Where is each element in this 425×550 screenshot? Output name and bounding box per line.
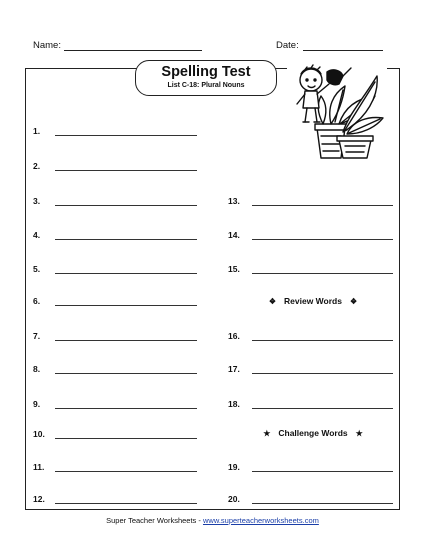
answer-line[interactable] [252,503,393,504]
answer-line[interactable] [252,205,393,206]
date-field[interactable] [303,50,383,51]
item-number: 15. [228,264,240,274]
item-number: 13. [228,196,240,206]
answer-line[interactable] [55,205,197,206]
answer-line[interactable] [55,408,197,409]
answer-line[interactable] [55,503,197,504]
answer-line[interactable] [55,135,197,136]
date-label: Date: [276,40,299,51]
page-title: Spelling Test [161,64,251,80]
answer-line[interactable] [55,340,197,341]
item-number: 14. [228,230,240,240]
diamond-icon: ❖ [349,297,358,306]
footer-text: Super Teacher Worksheets - [106,516,203,525]
answer-line[interactable] [252,239,393,240]
footer [0,516,425,525]
item-number: 8. [33,364,41,374]
answer-line[interactable] [252,340,393,341]
star-icon: ★ [263,429,271,438]
item-number: 18. [228,399,240,409]
answer-line[interactable] [252,471,393,472]
item-number: 2. [33,161,41,171]
name-label: Name: [33,40,61,51]
item-number: 4. [33,230,41,240]
answer-line[interactable] [252,273,393,274]
child-watering-plant-icon [287,62,387,160]
item-number: 3. [33,196,41,206]
item-number: 9. [33,399,41,409]
item-number: 1. [33,126,41,136]
diamond-icon: ❖ [268,297,277,306]
item-number: 7. [33,331,41,341]
answer-line[interactable] [252,408,393,409]
review-words-label: Review Words [284,296,342,306]
item-number: 5. [33,264,41,274]
item-number: 12. [33,494,45,504]
answer-line[interactable] [55,438,197,439]
answer-line[interactable] [55,273,197,274]
title-box [135,60,277,96]
item-number: 20. [228,494,240,504]
review-words-heading [238,296,388,306]
answer-line[interactable] [252,373,393,374]
item-number: 6. [33,296,41,306]
answer-line[interactable] [55,471,197,472]
answer-line[interactable] [55,373,197,374]
item-number: 17. [228,364,240,374]
challenge-words-heading [238,428,388,438]
footer-link[interactable]: www.superteacherworksheets.com [202,516,319,525]
name-field[interactable] [64,50,202,51]
item-number: 10. [33,429,45,439]
answer-line[interactable] [55,170,197,171]
challenge-words-label: Challenge Words [278,428,348,438]
list-subtitle: List C-18: Plural Nouns [167,82,245,89]
answer-line[interactable] [55,239,197,240]
item-number: 16. [228,331,240,341]
answer-line[interactable] [55,305,197,306]
star-icon: ★ [355,429,363,438]
item-number: 19. [228,462,240,472]
item-number: 11. [33,462,45,472]
